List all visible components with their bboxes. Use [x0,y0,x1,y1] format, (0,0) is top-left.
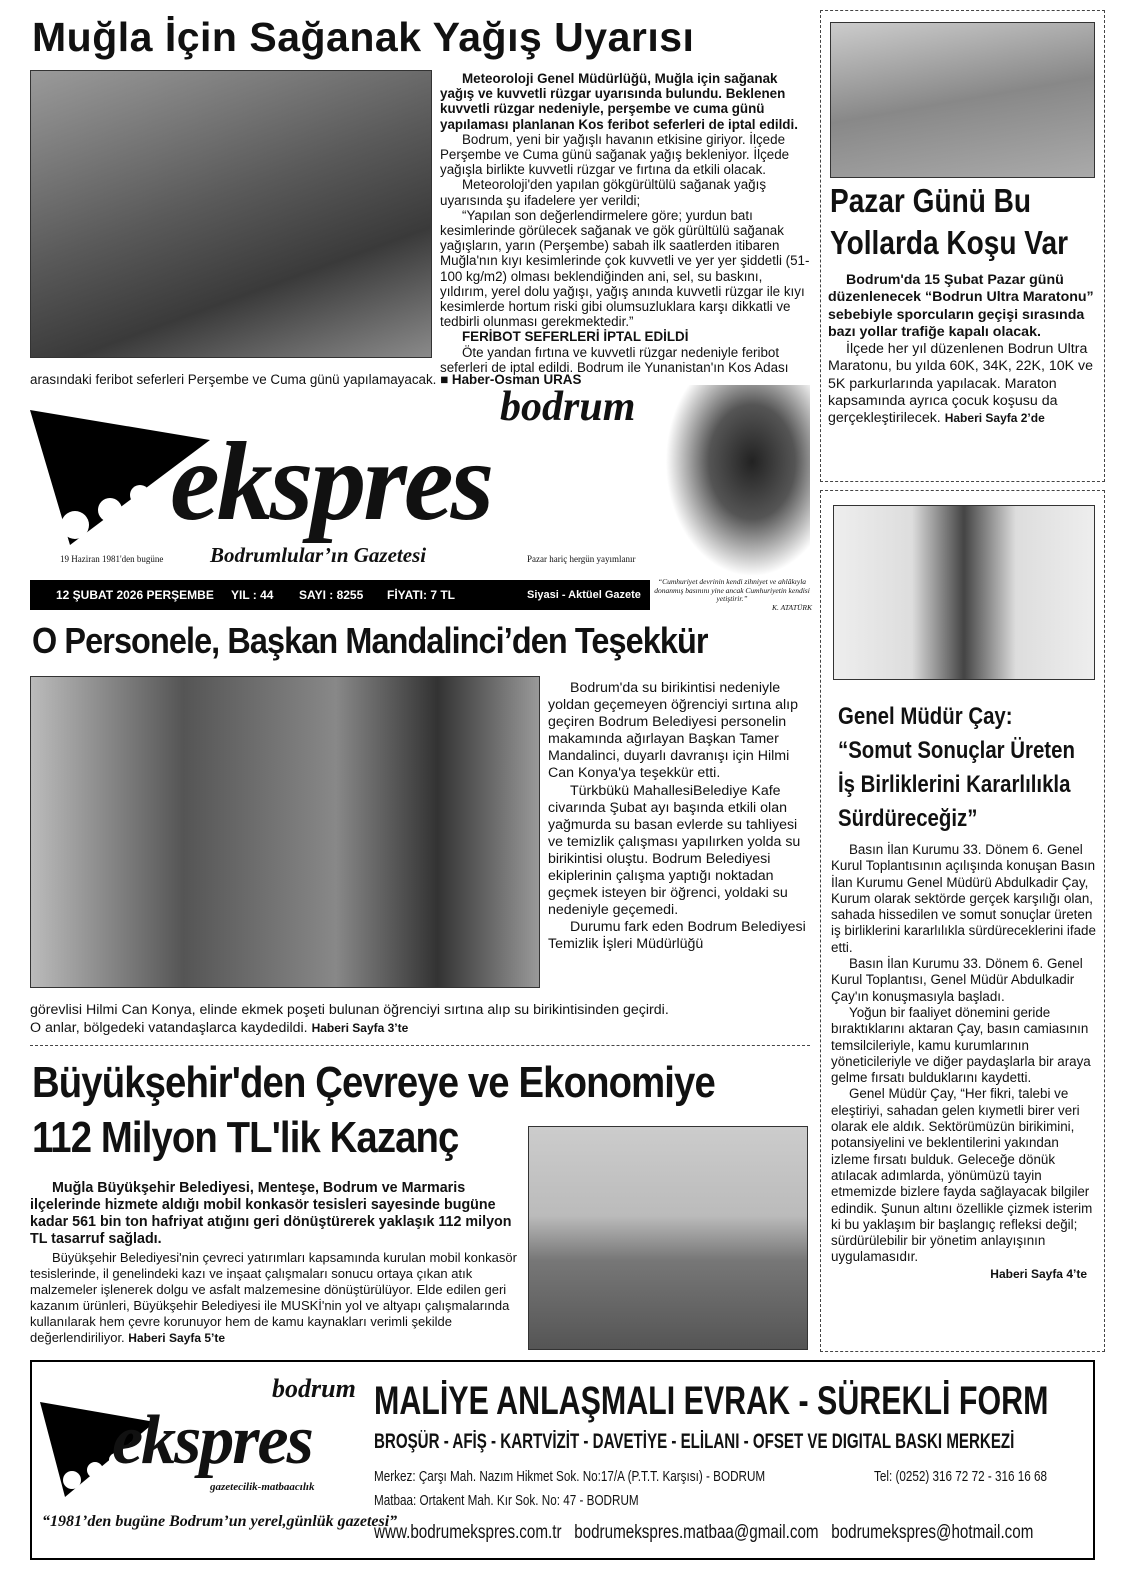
story5-paragraph: Genel Müdür Çay, “Her fikri, talebi ve eleştiriyi, sahadan gelen kıymetli birer veri olarak ele aldık. Sektörümüzün birikimini, potansiyelini ve beklentilerini yakından izleme fırsatı bulduk. Geleceğe dönük atılacak adımlarda, yönümüzü tayin etmemizde bizlere fayda sağlayacak bilgiler edindik. Şunun altını özellikle çizmek isterim ki bu yaklaşım bir başlangıç refleksi değil; sürdürülebilir bir yönetim anlayışının uygulamasıdır. [831,1086,1093,1265]
ad-phone-text: Tel: (0252) 316 72 72 - 316 16 68 [874,1468,1048,1485]
story3-lead [30,1180,530,1248]
story3-lead-text: Muğla Büyükşehir Belediyesi, Menteşe, Bodrum ve Marmaris ilçelerinde hizmete aldığı mobil konkasör tesisleri sayesinde bugüne kadar 561 bin ton hafriyat atığını geri dönüştürerek yaklaşık 112 milyon TL tasarruf sağladı. [30,1180,512,1247]
headline-line: 112 Milyon TL'lik Kazanç [32,1113,459,1162]
ad-contacts [374,1522,1140,1544]
ad-logo-bodrum: bodrum [272,1374,356,1403]
email-link[interactable]: bodrumekspres@hotmail.com [831,1522,1034,1543]
story1-paragraph: Meteoroloji'den yapılan gökgürültülü sağanak yağış uyarısında şu ifadelere yer verildi; [440,177,767,208]
story5-body [831,842,1101,1282]
issue-bar [30,580,650,610]
story1-body [440,71,812,375]
ad-address-center [374,1468,876,1486]
story4-body [828,272,1100,428]
headline-line: Sürdüreceğiz” [838,805,978,832]
ad-logo-ekspres: ekspres [112,1402,312,1479]
story3-body [30,1250,530,1346]
story2-tail [30,1002,810,1037]
story2-paragraph: Bodrum'da su birikintisi nedeniyle yoldan geçemeyen öğrenciyi sırtına alıp geçiren Bodrum Belediyesi personelin makamında ağırlayan Başkan Tamer Mandalinci, duyarlı davranışı için Hilmi Can Konya'ya teşekkür etti. [548,680,798,782]
story2-tail-text: O anlar, bölgedeki vatandaşlarca kaydedildi. [30,1019,308,1036]
ad-address-text: Merkez: Çarşı Mah. Nazım Hikmet Sok. No:17/A (P.T.T. Karşısı) - BODRUM [374,1468,766,1485]
masthead-since: 19 Haziran 1981'den bugüne [60,554,164,564]
headline-line: Genel Müdür Çay: [838,703,1013,730]
print-shop-ad [30,1360,1095,1560]
ad-address-text: Matbaa: Ortakent Mah. Kır Sok. No: 47 - BODRUM [374,1492,639,1509]
headline-line: İş Birliklerini Kararlılıkla [838,771,1071,798]
paper-type: Siyasi - Aktüel Gazete [527,589,641,601]
headline-line: Pazar Günü Bu [830,182,1032,219]
story1-paragraph: Öte yandan fırtına ve kuvvetli rüzgar nedeniyle feribot seferleri de iptal edildi. Bodrum ile Yunanistan'ın Kos Adası [440,344,789,375]
issue-price: FİYATI: 7 TL [387,588,456,602]
headline-story3-line2[interactable] [32,1113,522,1163]
story1-tail-text: arasındaki feribot seferleri Perşembe ve Cuma günü yapılamayacak. [30,372,437,387]
story5-paragraph: Yoğun bir faaliyet dönemini geride bıraktıklarını aktaran Çay, basın camiasının temsilcileriyle, kamu kurumlarının yöneticileriyle ve diğer paydaşlarla bir araya gelme fırsatı bulduklarını kaydetti. [831,1004,1091,1086]
page-reference-link[interactable]: Haberi Sayfa 5’te [128,1331,226,1345]
story5-paragraph: Basın İlan Kurumu 33. Dönem 6. Genel Kurul Toplantısının açılışında konuşan Basın İlan Kurumu Genel Müdürü Abdulkadir Çay, Kurum olarak sektörde gerçek karşılığı olan, sahada hissedilen ve somut sonuçlar üreten iş birliklerini kararlılıkla sürdüreceklerini ifade etti. [831,842,1096,955]
ad-address-print [374,1492,713,1510]
story4-lead: Bodrum'da 15 Şubat Pazar günü düzenlenecek “Bodrun Ultra Maratonu” sebebiyle sporcuların geçişi sırasında bazı yollar trafiğe kapalı olacak. [828,272,1094,340]
issue-date: 12 ŞUBAT 2026 PERŞEMBE [56,588,214,602]
ataturk-quote [652,578,812,612]
story2-body [548,680,812,954]
story1-subhead: FERİBOT SEFERLERİ İPTAL EDİLDİ [462,329,689,345]
headline-line: Yollarda Koşu Var [830,224,1068,261]
ataturk-portrait [665,385,810,577]
ad-services-text: BROŞÜR - AFİŞ - KARTVİZİT - DAVETİYE - ELİLANI - OFSET VE DIGITAL BASKI MERKEZİ [374,1430,1015,1453]
masthead [30,384,670,575]
headline-story4[interactable] [830,180,1110,264]
masthead-slogan: Bodrumlular’ın Gazetesi [210,543,427,567]
speaker-photo [833,505,1095,680]
ad-services [374,1430,1140,1454]
story2-tail-text: görevlisi Hilmi Can Konya, elinde ekmek poşeti bulunan öğrenciyi sırtına alıp su birikintisinden geçirdi. [30,1002,669,1018]
story1-paragraph: “Yapılan son değerlendirmelere göre; yurdun batı kesimlerinde görülecek sağanak ve gök gürültülü sağanak yağışların, yarın (Perşembe) sabah ilk saatlerden itibaren Muğla'nın kıyı kesimlerinde çok kuvvetli ve yer yer şiddetli (51-100 kg/m2) olması beklendiğinden ani, sel, su baskını, yıldırım, yerel dolu yağışı, yağış anında kuvvetli rüzgar ile kıyı kesimlerde hortum riski gibi olumsuzluklara karşı dikkatli ve tedbirli olunması gerekmektedir.” [440,207,810,330]
ad-logo-tagline: gazetecilik-matbaacılık [210,1481,315,1493]
masthead-bodrum: bodrum [500,384,636,430]
headline-line: “Somut Sonuçlar Üreten [838,737,1075,764]
ad-title [374,1378,1140,1424]
headline-story2[interactable] [32,620,783,662]
story1-lead: Meteoroloji Genel Müdürlüğü, Muğla için sağanak yağış ve kuvvetli rüzgar uyarısında bulundu. Beklenen kuvvetli rüzgar nedeniyle, perşembe ve cuma günü yapılaması planlanan Kos feribot seferleri de iptal edildi. [440,71,798,132]
headline-story1[interactable]: Muğla İçin Sağanak Yağış Uyarısı [32,14,695,60]
page-reference-link[interactable]: Haberi Sayfa 2’de [944,411,1045,426]
byline: ■ Haber-Osman URAS [440,372,582,387]
story3-paragraph: Büyükşehir Belediyesi'nin çevreci yatırımları kapsamında kurulan mobil konkasör tesislerinde, il genelindeki kazı ve inşaat çalışmaları sonucu ortaya çıkan atık malzemeler işlenerek dolgu ve asfalt malzemesine dönüştürülüyor. Elde edilen geri kazanım ürünleri, Büyükşehir Belediyesi ile MUSKİ'nin yol ve altyapı çalışmalarında kullanılarak hem çevre korunuyor hem de kamu kaynakları verimli şekilde değerlendiriliyor. [30,1250,517,1345]
marathon-photo [830,22,1095,178]
page-reference-link[interactable]: Haberi Sayfa 4’te [990,1266,1087,1281]
ad-phone [874,1468,1096,1486]
website-link[interactable]: www.bodrumekspres.com.tr [374,1522,562,1543]
email-link[interactable]: bodrumekspres.matbaa@gmail.com [574,1522,819,1543]
story2-paragraph: Durumu fark eden Bodrum Belediyesi Temizlik İşleri Müdürlüğü [548,919,806,953]
story2-paragraph: Türkbükü MahallesiBelediye Kafe civarında Şubat ayı başında etkili olan yağmurda su basan evlerde su tahliyesi ve temizlik çalışması yapılırken yolda su birikintisi oluştu. Bodrum Belediyesi ekiplerinin çalışma yaptığı noktadan geçmek isteyen bir öğrenci, yoldaki su nedeniyle geçemedi. [548,782,801,919]
rain-flood-photo [30,70,432,358]
story4-paragraph: İlçede her yıl düzenlenen Bodrun Ultra Maratonu, bu yılda 60K, 34K, 22K, 10K ve 5K parkurlarında yapılacak. Maraton kapsamında ayrıca çocuk koşusu da gerçekleştirilecek. [828,341,1094,427]
mayor-thanks-photo [30,676,540,988]
headline-text: O Personele, Başkan Mandalinci’den Teşekkür [32,620,708,661]
quote-text: “Cumhuriyet devrinin kendi zihniyet ve ahlâkıyla donanmış basınını yine ancak Cumhuriyetin kendisi yetiştirir.” [654,577,810,603]
masthead-schedule: Pazar hariç hergün yayımlanır [527,554,636,564]
crusher-facility-photo [528,1126,808,1350]
story1-paragraph: Bodrum, yeni bir yağışlı havanın etkisine giriyor. İlçede Perşembe ve Cuma günü sağanak yağış bekleniyor. İlçede yağışla birlikte kuvvetli rüzgar ve fırtına da etkili olacak. [440,131,790,178]
issue-number: SAYI : 8255 [299,588,364,602]
headline-story3[interactable] [32,1058,817,1108]
page-reference-link[interactable]: Haberi Sayfa 3’te [311,1020,409,1035]
headline-story5[interactable] [838,700,1117,836]
story5-paragraph: Basın İlan Kurumu 33. Dönem 6. Genel Kurul Toplantısı, Genel Müdür Abdulkadir Çay'ın konuşmasıyla başladı. [831,956,1083,1004]
masthead-ekspres: ekspres [170,420,492,544]
divider [30,1045,810,1046]
ad-title-text: MALİYE ANLAŞMALI EVRAK - SÜREKLİ FORM [374,1379,1049,1423]
headline-line: Büyükşehir'den Çevreye ve Ekonomiye [32,1058,715,1107]
quote-author: K. ATATÜRK [771,602,812,612]
ad-motto: “1981’den bugüne Bodrum’un yerel,günlük gazetesi” [42,1513,398,1530]
issue-year: YIL : 44 [231,588,274,602]
